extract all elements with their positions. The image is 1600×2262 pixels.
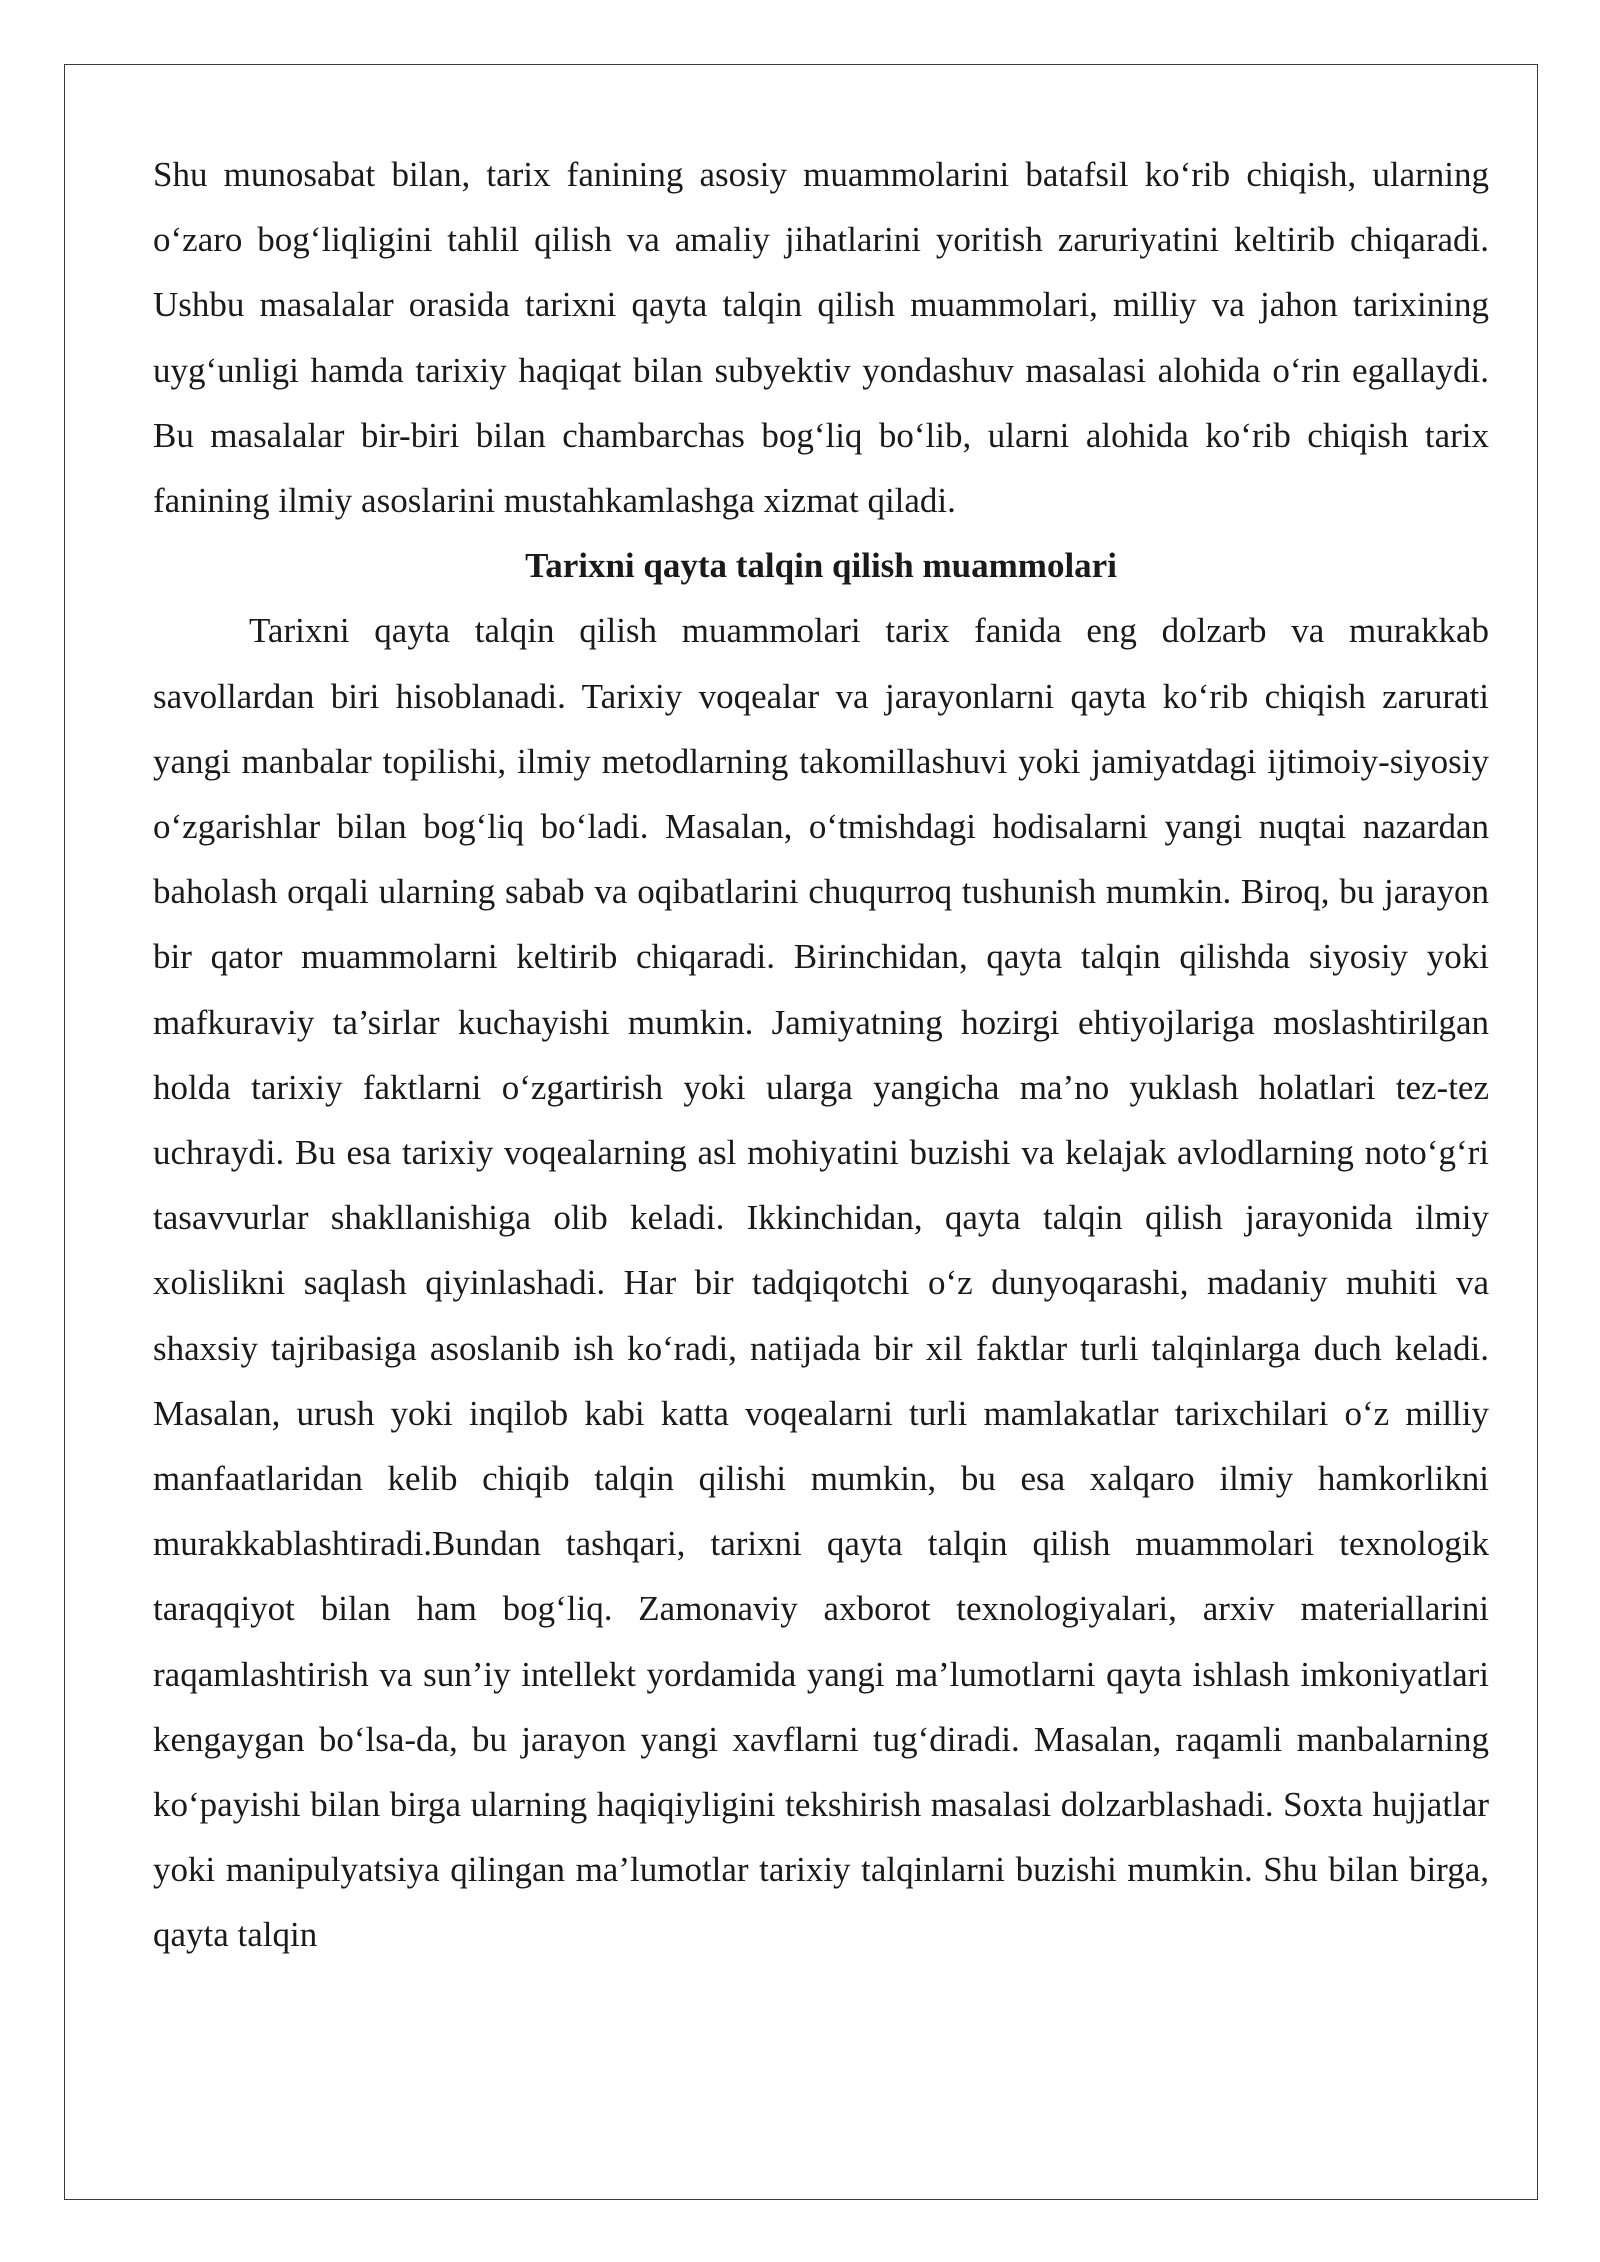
section-paragraph: Tarixni qayta talqin qilish muammolari tarix fanida eng dolzarb va murakkab savollardan biri hisoblanadi. Tarixiy voqealar va jarayonlarni qayta ko‘rib chiqish zarurati yangi manbalar topilishi, ilmiy metodlarning takomillashuvi yoki jamiyatdagi ijtimoiy-siyosiy o‘zgarishlar bilan bog‘liq bo‘ladi. Masalan, o‘tmishdagi hodisalarni yangi nuqtai nazardan baholash orqali ularning sabab va oqibatlarini chuqurroq tushunish mumkin. Biroq, bu jarayon bir qator muammolarni keltirib chiqaradi. Birinchidan, qayta talqin qilishda siyosiy yoki mafkuraviy ta’sirlar kuchayishi mumkin. Jamiyatning hozirgi ehtiyojlariga moslashtirilgan holda tarixiy faktlarni o‘zgartirish yoki ularga yangicha ma’no yuklash holatlari tez-tez uchraydi. Bu esa tarixiy voqealarning asl mohiyatini buzishi va kelajak avlodlarning noto‘g‘ri tasavvurlar shakllanishiga olib keladi. Ikkinchidan, qayta talqin qilish jarayonida ilmiy xolislikni saqlash qiyinlashadi. Har bir tadqiqotchi o‘z dunyoqarashi, madaniy muhiti va shaxsiy tajribasiga asoslanib ish ko‘radi, natijada bir xil faktlar turli talqinlarga duch keladi. Masalan, urush yoki inqilob kabi katta voqealarni turli mamlakatlar tarixchilari o‘z milliy manfaatlaridan kelib chiqib talqin qilishi mumkin, bu esa xalqaro ilmiy hamkorlikni murakkablashtiradi.Bundan tashqari, tarixni qayta talqin qilish muammolari texnologik taraqqiyot bilan ham bog‘liq. Zamonaviy axborot texnologiyalari, arxiv materiallarini raqamlashtirish va sun’iy intellekt yordamida yangi ma’lumotlarni qayta ishlash imkoniyatlari kengaygan bo‘lsa-da, bu jarayon yangi xavflarni tug‘diradi. Masalan, raqamli manbalarning ko‘payishi bilan birga ularning haqiqiyligini tekshirish masalasi dolzarblashadi. Soxta hujjatlar yoki manipulyatsiya qilingan ma’lumotlar tarixiy talqinlarni buzishi mumkin. Shu bilan birga, qayta talqin xyxy=(153,611,1489,1955)
intro-paragraph: Shu munosabat bilan, tarix fanining asosiy muammolarini batafsil ko‘rib chiqish, ularning o‘zaro bog‘liqligini tahlil qilish va amaliy jihatlarini yoritish zaruriyatini keltirib chiqaradi. Ushbu masalalar orasida tarixni qayta talqin qilish muammolari, milliy va jahon tarixining uyg‘unligi hamda tarixiy haqiqat bilan subyektiv yondashuv masalasi alohida o‘rin egallaydi. Bu masalalar bir-biri bilan chambarchas bog‘liq bo‘lib, ularni alohida ko‘rib chiqish tarix fanining ilmiy asoslarini mustahkamlashga xizmat qiladi. xyxy=(153,155,1489,521)
document-body xyxy=(153,142,1489,1968)
section-heading: Tarixni qayta talqin qilish muammolari xyxy=(525,546,1117,586)
